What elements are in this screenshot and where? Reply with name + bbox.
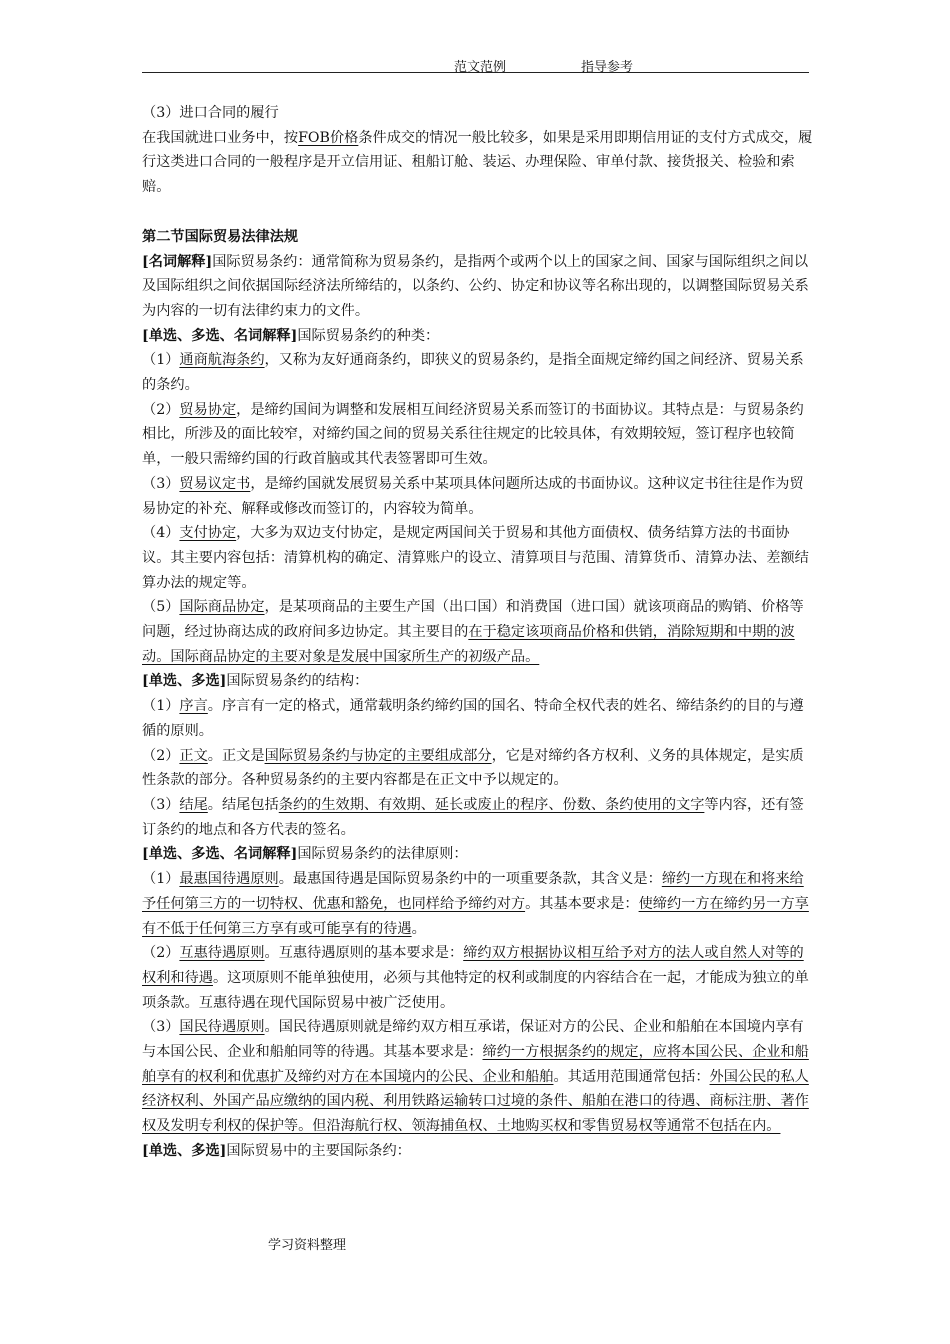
text-run: ，又称为友好通商条约，即狭义的贸易条约，是指全面规定缔约国之间经济、贸易关系的条约。 (142, 352, 804, 394)
paragraph (142, 744, 814, 793)
question-type-tag: [单选、多选] (142, 673, 227, 690)
underlined-text: 缔约双方根据协议相互给予对方的法人或自然人对等的权利和待遇 (142, 945, 804, 986)
paragraph (142, 324, 814, 349)
underlined-text: 在于稳定该项商品价格和供销，消除短期和中期的波动。国际商品协定的主要对象是发展中国家所生产的初级产品。 (142, 624, 795, 665)
text-run: 条件成交的情况一般比较多，如果是采用即期信用证的支付方式成交，履行这类进口合同的一般程序是开立信用证、租船订舱、装运、办理保险、审单付款、接货报关、检验和索赔。 (142, 129, 813, 196)
text-run: （2） (142, 945, 180, 962)
underlined-text: 外国公民的私人经济权利、外国产品应缴纳的国内税、利用铁路运输转口过境的条件、船舶在港口的待遇、商标注册、著作权及发明专利权的保护等。但沿海航行权、领海捕鱼权、土地购买权和零售贸易权等通常不包括在内。 (142, 1068, 809, 1135)
paragraph (142, 398, 814, 472)
text-run: （1） (142, 698, 180, 715)
text-run: （1） (142, 871, 180, 888)
document-body (142, 101, 814, 1164)
paragraph (142, 694, 814, 743)
paragraph (142, 126, 814, 200)
text-run: 。这项原则不能单独使用，必须与其他特定的权利或制度的内容结合在一起，才能成为独立的单项条款。互惠待遇在现代国际贸易中被广泛使用。 (142, 969, 809, 1011)
paragraph (142, 1139, 814, 1164)
text-run: 在我国就进口业务中，按 (142, 129, 299, 146)
paragraph (142, 250, 814, 324)
question-type-tag: [单选、多选] (142, 1142, 227, 1159)
paragraph (142, 521, 814, 595)
text-run: ，是某项商品的主要生产国（出口国）和消费国（进口国）就该项商品的购销、价格等问题，经过协商达成的政府间多边协定。其主要目的 (142, 599, 804, 641)
question-type-tag: [单选、多选、名词解释] (142, 846, 298, 863)
page-header (0, 56, 950, 76)
underlined-text: 互惠待遇原则 (179, 945, 265, 962)
underlined-text: 贸易协定 (179, 401, 237, 418)
paragraph (142, 101, 814, 126)
paragraph-gap (142, 200, 814, 225)
text-run: 。互惠待遇原则的基本要求是： (264, 945, 464, 962)
paragraph (142, 472, 814, 521)
paragraph (142, 867, 814, 941)
text-run: （2） (142, 401, 180, 418)
underlined-text: 缔约一方现在和将来给予任何第三方的一切特权、优惠和豁免，也同样给予缔约对方 (142, 871, 804, 912)
text-run: 。结尾包括 (207, 796, 279, 813)
header-rule (142, 72, 809, 73)
paragraph (142, 842, 814, 867)
underlined-text: 国际商品协定 (179, 599, 265, 616)
text-run: 国际贸易中的主要国际条约： (226, 1142, 411, 1159)
text-run: 。正文是 (207, 747, 265, 764)
text-run: 国际贸易条约的法律原则： (297, 846, 468, 863)
text-run: 国际贸易条约：通常简称为贸易条约，是指两个或两个以上的国家之间、国家与国际组织之间以及国际组织之间依据国际经济法所缔结的，以条约、公约、协定和协议等名称出现的，以调整国际贸易关系为内容的一切有法律约束力的文件。 (142, 253, 809, 319)
text-run: 国际贸易条约的结构： (226, 673, 369, 690)
section-heading (142, 225, 814, 250)
text-run: （2） (142, 747, 180, 764)
underlined-text: 缔约一方根据条约的规定，应将本国公民、企业和船舶享有的权利和优惠扩及缔约对方在本国境内的公民、企业和船舶 (142, 1044, 809, 1085)
question-type-tag: [名词解释] (142, 253, 213, 270)
text-run: 。其适用范围通常包括： (553, 1068, 710, 1085)
question-type-tag: [单选、多选、名词解释] (142, 327, 298, 344)
text-run: 。国民待遇原则就是缔约双方相互承诺，保证对方的公民、企业和船舶在本国境内享有与本国公民、企业和船舶同等的待遇。其基本要求是： (142, 1019, 804, 1061)
underlined-text: 使缔约一方在缔约另一方享有不低于任何第三方享有或可能享有的待遇 (142, 895, 809, 937)
text-run: （3） (142, 475, 180, 492)
paragraph (142, 941, 814, 1015)
underlined-text: 条约的生效期、有效期、延长或废止的程序、份数、条约使用的文字 (278, 796, 705, 813)
text-run: ，大多为双边支付协定，是规定两国间关于贸易和其他方面债权、债务结算方法的书面协议。其主要内容包括：清算机构的确定、清算账户的设立、清算项目与范围、清算货币、清算办法、差额结算办法的规定等。 (142, 525, 809, 591)
paragraph (142, 1015, 814, 1139)
underlined-text: 序言 (179, 698, 208, 715)
text-run: ，它是对缔约各方权利、义务的具体规定，是实质性条款的部分。各种贸易条约的主要内容都是在正文中予以规定的。 (142, 747, 804, 789)
underlined-text: 通商航海条约 (179, 352, 265, 369)
text-run: （1） (142, 352, 180, 369)
text-run: （3） (142, 1019, 180, 1036)
text-run: 等内容，还有签订条约的地点和各方代表的签名。 (142, 796, 804, 838)
underlined-text: 支付协定 (179, 525, 237, 542)
text-run: 国际贸易条约的种类： (297, 327, 440, 344)
underlined-text: 国民待遇原则 (179, 1019, 265, 1036)
text-run: 第二节国际贸易法律法规 (142, 228, 299, 245)
text-run: （3）进口合同的履行 (142, 105, 279, 121)
paragraph (142, 793, 814, 842)
text-run: （4） (142, 525, 180, 542)
text-run: （5） (142, 599, 180, 616)
underlined-text: 正文 (179, 747, 208, 764)
underlined-text: 结尾 (179, 796, 208, 813)
header-right-text: 指导参考 (581, 60, 634, 75)
page-footer: 学习资料整理 (268, 1238, 347, 1253)
text-run: 。最惠国待遇是国际贸易条约中的一项重要条款，其含义是： (278, 871, 662, 888)
underlined-text: 贸易议定书 (179, 475, 251, 492)
paragraph (142, 595, 814, 669)
header-left-text: 范文范例 (454, 60, 507, 75)
paragraph (142, 348, 814, 397)
underlined-text: 国际贸易条约与协定的主要组成部分 (264, 747, 492, 764)
text-run: 。 (411, 920, 426, 937)
text-run: 。其基本要求是： (525, 895, 639, 912)
text-run: （3） (142, 796, 180, 813)
text-run: 。序言有一定的格式，通常载明条约缔约国的国名、特命全权代表的姓名、缔结条约的目的与遵循的原则。 (142, 698, 804, 739)
text-run: ，是缔约国间为调整和发展相互间经济贸易关系而签订的书面协议。其特点是：与贸易条约相比，所涉及的面比较窄，对缔约国之间的贸易关系往往规定的比较具体，有效期较短，签订程序也较简单，一般只需缔约国的行政首脑或其代表签署即可生效。 (142, 401, 804, 468)
paragraph (142, 669, 814, 694)
underlined-text: 最惠国待遇原则 (179, 871, 279, 888)
underlined-text: FOB价格 (298, 129, 359, 146)
text-run: ，是缔约国就发展贸易关系中某项具体问题所达成的书面协议。这种议定书往往是作为贸易协定的补充、解释或修改而签订的，内容较为简单。 (142, 475, 804, 517)
